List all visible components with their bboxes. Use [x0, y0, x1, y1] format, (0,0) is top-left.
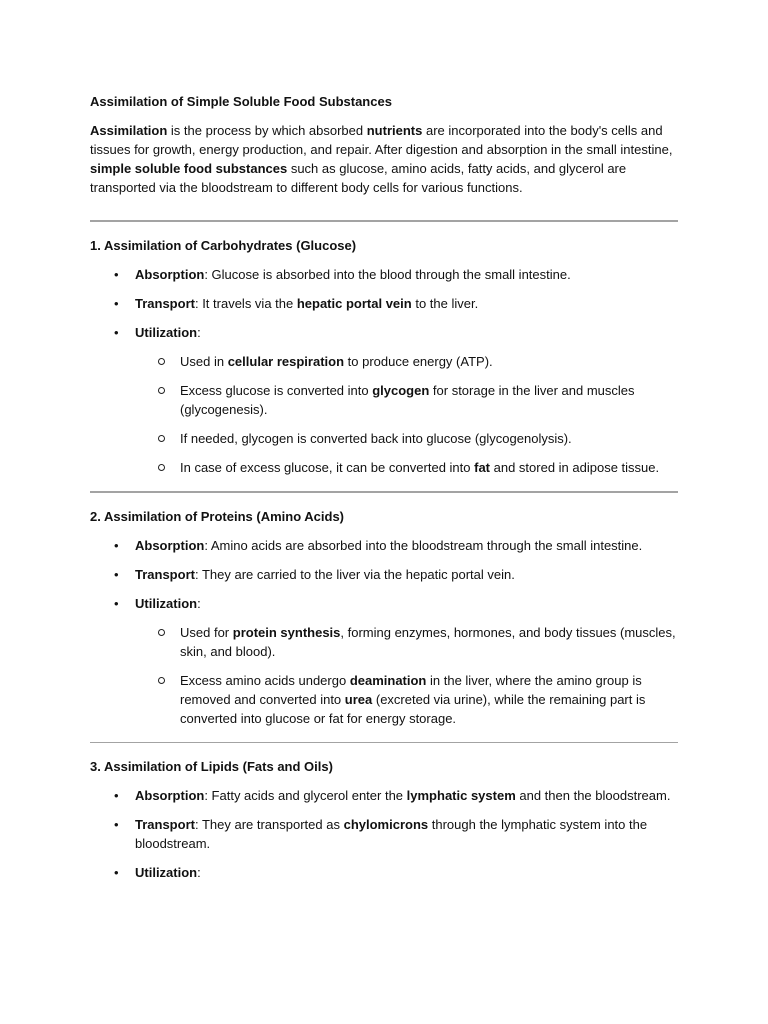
sub-item: Excess glucose is converted into glycogen for storage in the liver and muscles (glycogenesis). — [180, 381, 678, 419]
bullet-icon: • — [114, 788, 119, 803]
utilization-sublist — [135, 352, 678, 477]
bullet-icon: • — [114, 596, 119, 611]
bullet-icon: • — [114, 567, 119, 582]
list-item-absorption: • Absorption: Fatty acids and glycerol enter the lymphatic system and then the bloodstream. — [114, 788, 671, 803]
lipids-list — [90, 786, 678, 882]
list-item-transport: • Transport: They are transported as chylomicrons through the lymphatic system into the bloodstream. — [114, 817, 648, 851]
list-item-utilization: • Utilization: Used for protein synthesis, forming enzymes, hormones, and body tissues (muscles, skin, and blood). Excess amino acids undergo deamination in the liver, where the amino group is removed and converted into urea (excreted via urine), while the remaining part is converted into glucose or fat for energy storage. — [135, 594, 678, 728]
list-item-utilization: • Utilization: — [114, 865, 201, 880]
list-item-utilization: • Utilization: Used in cellular respiration to produce energy (ATP). Excess glucose is converted into glycogen for storage in the liver and muscles (glycogenesis). If needed, glycogen is converted back into glucose (glycogenolysis). In case of excess glucose, it can be converted into fat and stored in adipose tissue. — [135, 323, 678, 477]
list-item-transport: • Transport: They are carried to the liver via the hepatic portal vein. — [114, 567, 515, 582]
bullet-icon: • — [114, 296, 119, 311]
circle-bullet-icon — [158, 629, 165, 636]
section-divider — [90, 220, 678, 222]
circle-bullet-icon — [158, 464, 165, 471]
document-content — [90, 92, 678, 892]
section-heading-carbohydrates: 1. Assimilation of Carbohydrates (Glucose) — [90, 238, 357, 253]
circle-bullet-icon — [158, 677, 165, 684]
list-item-absorption: • Absorption: Amino acids are absorbed into the bloodstream through the small intestine. — [114, 538, 643, 553]
list-item-absorption: • Absorption: Glucose is absorbed into the blood through the small intestine. — [114, 267, 571, 282]
sub-item: Excess amino acids undergo deamination in the liver, where the amino group is removed and converted into urea (excreted via urine), while the remaining part is converted into glucose or fat for energy storage. — [180, 671, 678, 728]
bullet-icon: • — [114, 865, 119, 880]
bullet-icon: • — [114, 325, 119, 340]
circle-bullet-icon — [158, 435, 165, 442]
sub-item: Used for protein synthesis, forming enzymes, hormones, and body tissues (muscles, skin, and blood). — [180, 623, 678, 661]
sub-item: In case of excess glucose, it can be converted into fat and stored in adipose tissue. — [180, 458, 678, 477]
carbohydrates-list — [90, 265, 678, 477]
sub-item: If needed, glycogen is converted back into glucose (glycogenolysis). — [180, 429, 678, 448]
list-item-transport: • Transport: It travels via the hepatic portal vein to the liver. — [114, 296, 479, 311]
section-divider — [90, 742, 678, 743]
bullet-icon: • — [114, 817, 119, 832]
intro-term: Assimilation — [90, 123, 168, 138]
bullet-icon: • — [114, 267, 119, 282]
sub-item: Used in cellular respiration to produce energy (ATP). — [180, 352, 678, 371]
circle-bullet-icon — [158, 358, 165, 365]
section-divider — [90, 491, 678, 493]
bullet-icon: • — [114, 538, 119, 553]
proteins-list — [90, 536, 678, 728]
document-title: Assimilation of Simple Soluble Food Substances — [90, 94, 392, 109]
utilization-sublist — [135, 623, 678, 728]
intro-paragraph: Assimilation is the process by which absorbed nutrients are incorporated into the body's cells and tissues for growth, energy production, and repair. After digestion and absorption in the small intestine, simple soluble food substances such as glucose, amino acids, fatty acids, and glycerol are transported via the bloodstream to different body cells for various functions. — [90, 123, 673, 195]
section-heading-lipids: 3. Assimilation of Lipids (Fats and Oils) — [90, 759, 333, 774]
circle-bullet-icon — [158, 387, 165, 394]
section-heading-proteins: 2. Assimilation of Proteins (Amino Acids) — [90, 509, 345, 524]
